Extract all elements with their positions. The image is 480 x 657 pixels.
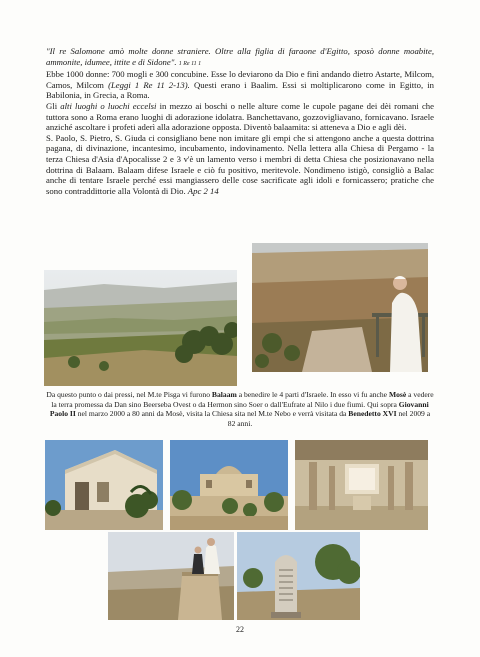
photo-monastery	[170, 440, 288, 530]
name-balaam: Balaam	[211, 390, 237, 399]
page-number: 22	[236, 625, 244, 634]
paragraph-alti-luoghi: Gli alti luoghi o luochi eccelsi in mezzo ai boschi o nelle alture come le cupole pagane dei dèi romani che tuttora sono a Roma erano luoghi di adorazione idolatra. Banchettavano, gozzovigliavano, fornicavano. Israele anziché ascoltare i profeti aderì alla adorazione opposta. Diventò balaamita: si atteneva a Dio e agli dèi.	[46, 100, 435, 133]
name-mose: Mosè	[388, 390, 407, 399]
paragraph-salomone: Ebbe 1000 donne: 700 mogli e 300 concubine. Esse lo deviarono da Dio e finì andando dietro Astarte, Milcom, Camos, Milcom (Leggi 1 Re 11 2-13). Questi erano i Baalim. Essi si moltiplicarono come in Egitto, in Babilonia, in Grecia, a Roma.	[46, 69, 434, 101]
intro-quote: "Il re Salomone amò molte donne straniere. Oltre alla figlia di faraone d'Egitto, sposò donne moabite, ammonite, idumee, ittite e di Sidone". 1 Re 11 1	[46, 46, 434, 67]
name-benedetto: Benedetto XVI	[348, 409, 397, 419]
name-giovanni-paolo: Giovanni Paolo II	[49, 399, 429, 419]
quote-reference: 1 Re 11 1	[178, 60, 202, 67]
photo-church-exterior	[45, 440, 163, 530]
paragraph-pergamo: S. Paolo, S. Pietro, S. Giuda ci consigliano bene non imitare gli empi che si attengono anche a questa dottrina pagana, di divinazione, incantesimo, incubamento, indovinamento. Nella lettera alla Chiesa di Pergamo - la terza Chiesa d'Asia d'Apocalisse 2 e 3 v'è un lamento verso i membri di detta Chiesa che posizionavano nella dottrina di Balaam. Balaam difese Israele e ciò fu positivo, meritevole. Nondimeno istigò, consigliò a Balac anche di tentare Israele perché essi mangiassero delle cose sacrificate agli idoli e fornicassero; pratiche che sono contraddittorie alla Volontà di Dio. Apc 2 14	[46, 132, 434, 196]
reference-re: (Leggi 1 Re 11 2-13).	[108, 79, 190, 90]
main-text	[46, 46, 434, 196]
photo-caption: Da questo punto o dai pressi, nel M.te Pisga vi furono Balaam a benedire le 4 parti d'Israele. In esso vi fu anche Mosè a vedere la terra promessa da Dan sino Beerseba Ovest o da Hermon sino Soer o dall'Eufrate al Nilo i due fiumi. Qui sopra Giovanni Paolo II nel marzo 2000 a 80 anni da Mosè, visita la Chiesa sita nel M.te Nebo e verrà visitata da Benedetto XVI nel 2009 a 82 anni.	[46, 390, 434, 428]
photo-pope-nebo	[252, 243, 428, 372]
reference-apc: Apc 2 14	[187, 185, 219, 196]
photo-memorial-stone	[237, 532, 360, 620]
term-alti-luoghi: alti luoghi o luochi eccelsi	[60, 100, 157, 111]
photo-church-interior	[295, 440, 428, 530]
photo-valley-view	[44, 270, 237, 386]
photo-pope-overlook	[108, 532, 234, 620]
